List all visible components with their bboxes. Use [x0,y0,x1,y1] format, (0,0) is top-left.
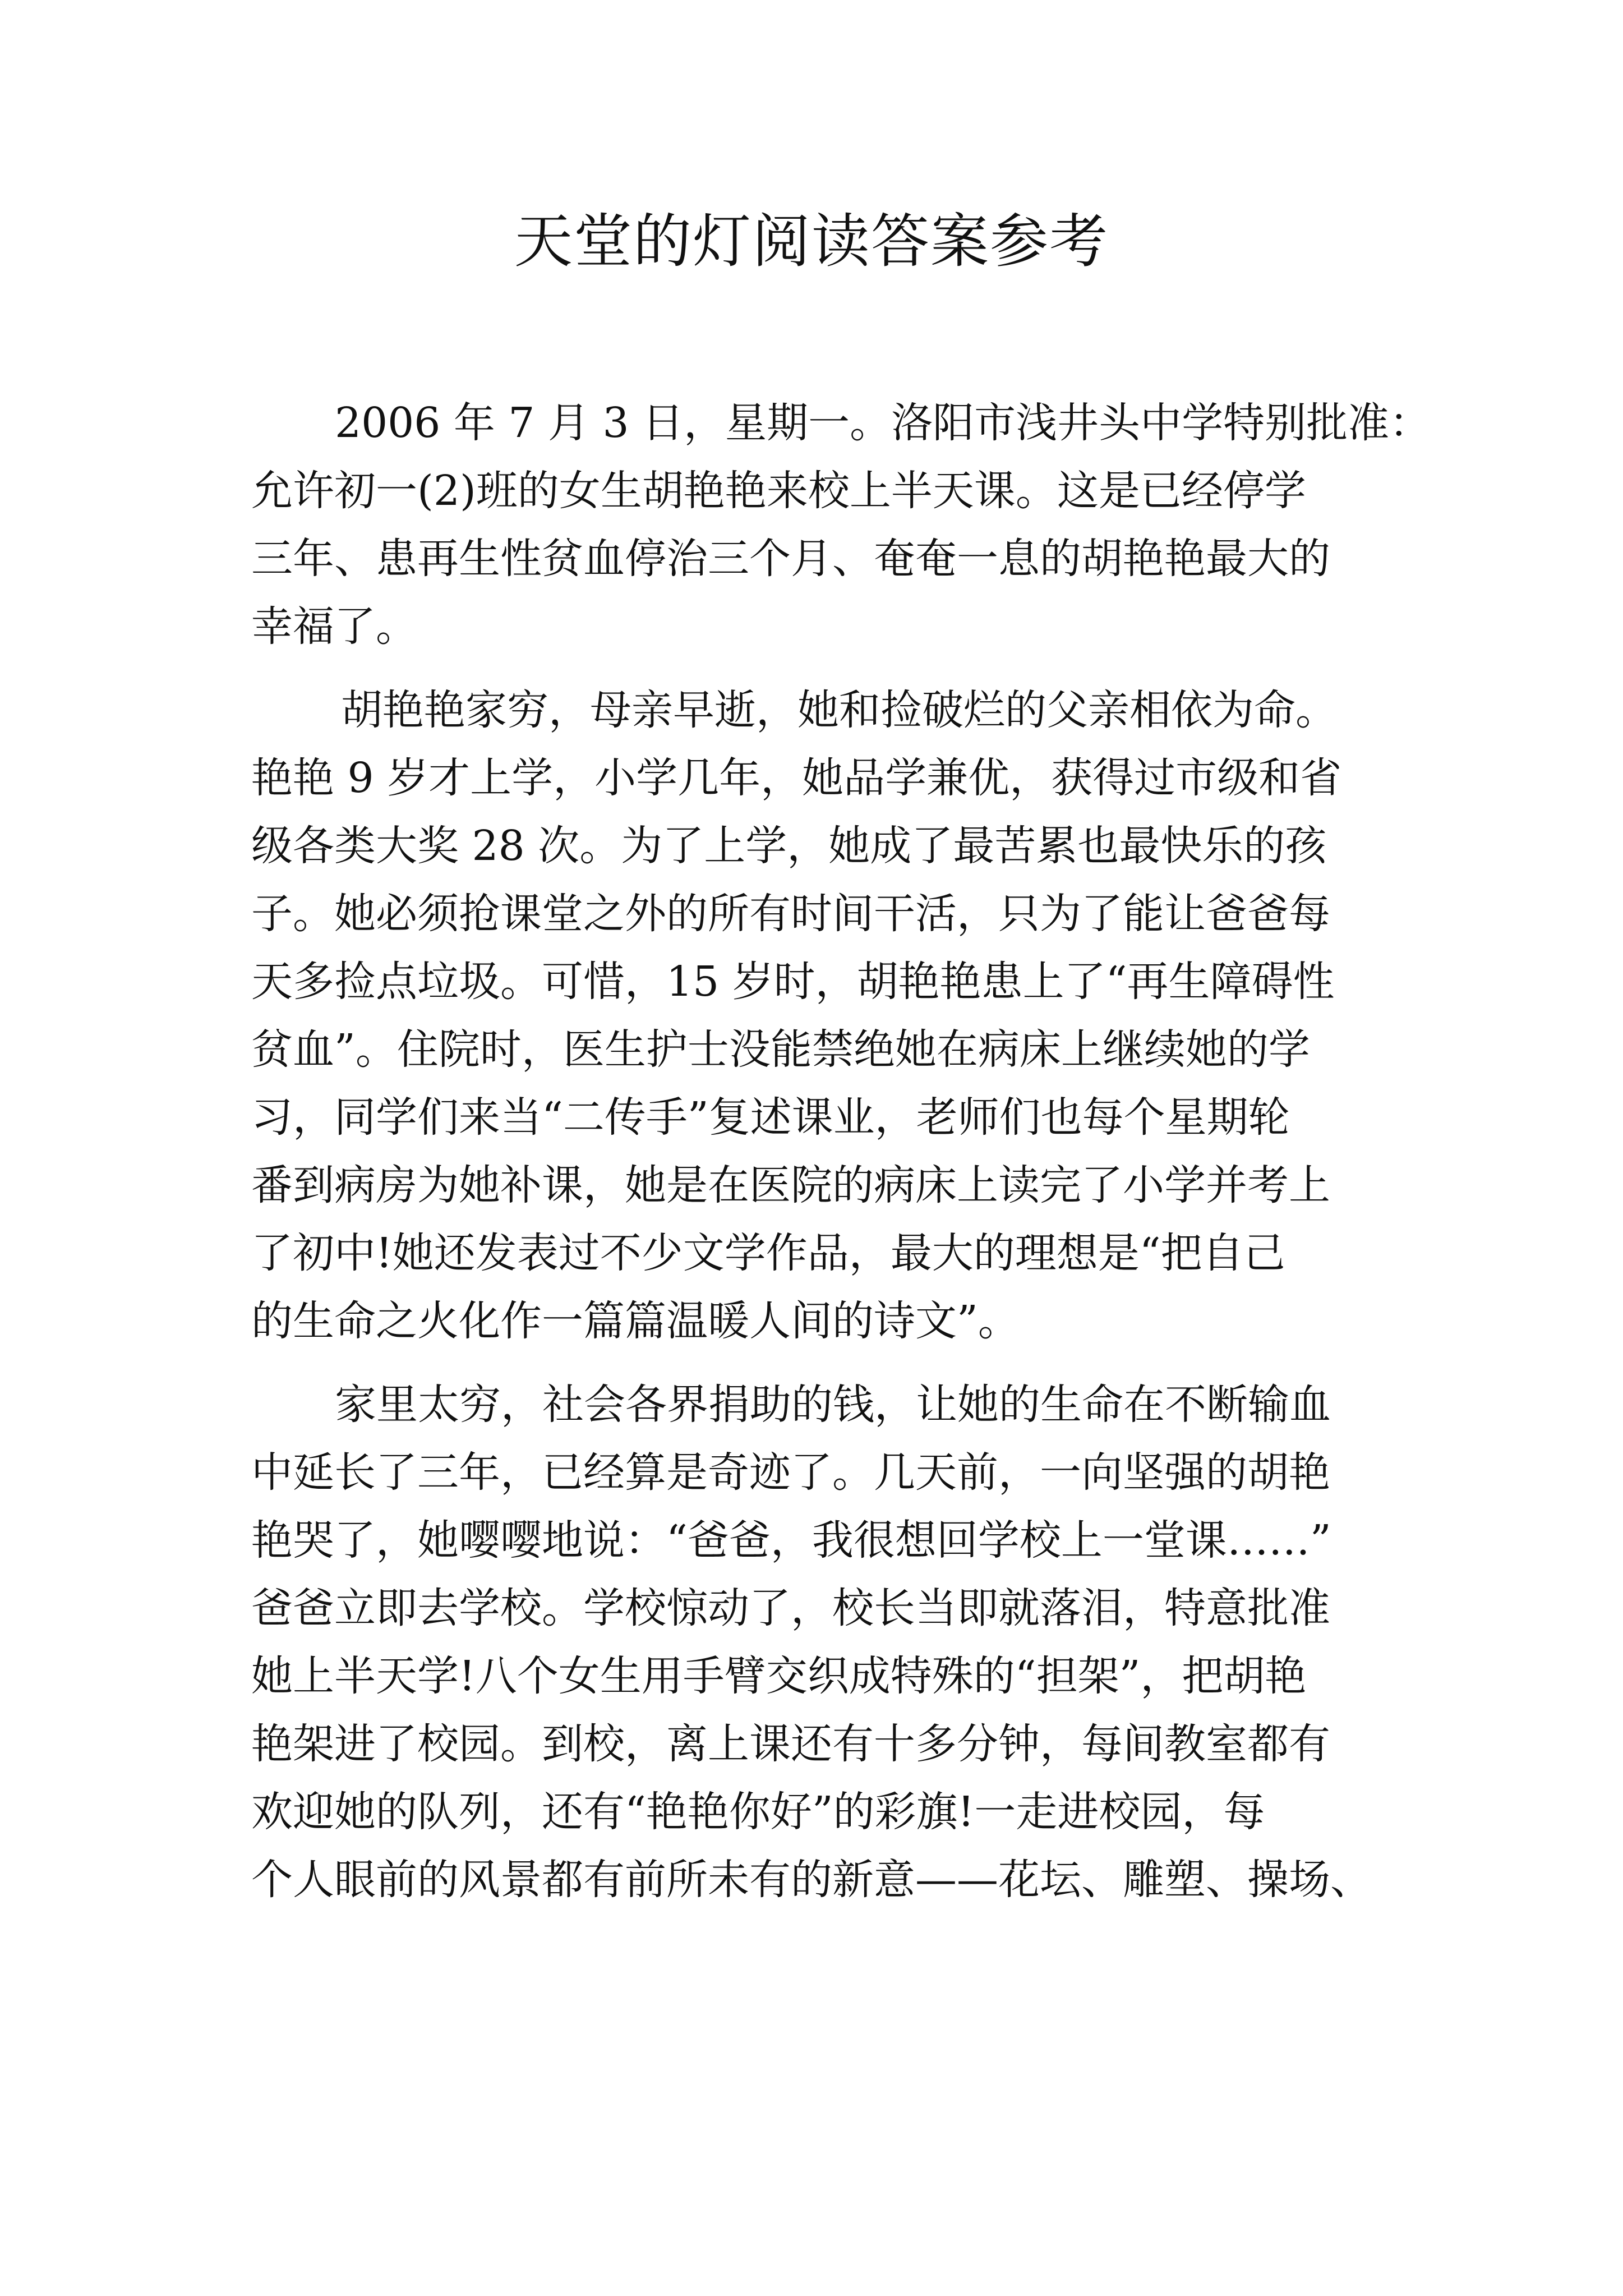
text-line-content: 2006 年 7 月 3 日，星期一。洛阳市浅井头中学特别批准： [335,399,1431,447]
text-line-content: 艳艳 9 岁才上学，小学几年，她品学兼优，获得过市级和省 [251,754,1342,802]
text-line-content: 中延长了三年，已经算是奇迹了。几天前，一向坚强的胡艳 [251,1448,1330,1497]
text-line-content: 子。她必须抢课堂之外的所有时间干活，只为了能让爸爸每 [251,890,1330,938]
document-title: 天堂的灯阅读答案参考 [514,207,1109,275]
text-line-content: 贫血”。住院时，医生护士没能禁绝她在病床上继续她的学 [251,1025,1310,1074]
text-line-content: 个人眼前的风景都有前所未有的新意——花坛、雕塑、操场、 [251,1856,1372,1904]
text-line-content: 三年、患再生性贫血停治三个月、奄奄一息的胡艳艳最大的 [251,535,1330,583]
text-line-content: 允许初一(2)班的女生胡艳艳来校上半天课。这是已经停学 [251,467,1306,515]
text-line-content: 的生命之火化作一篇篇温暖人间的诗文”。 [251,1297,1020,1345]
text-line-content: 级各类大奖 28 次。为了上学，她成了最苦累也最快乐的孩 [251,822,1327,870]
text-line-content: 了初中!她还发表过不少文学作品，最大的理想是“把自己 [251,1229,1285,1277]
text-line-content: 天多捡点垃圾。可惜，15 岁时，胡艳艳患上了“再生障碍性 [251,958,1335,1006]
text-line-content: 艳哭了，她嘤嘤地说：“爸爸，我很想回学校上一堂课……” [251,1516,1331,1565]
text-line-content: 番到病房为她补课，她是在医院的病床上读完了小学并考上 [251,1161,1330,1209]
text-line-content: 欢迎她的队列，还有“艳艳你好”的彩旗!一走进校园，每 [251,1788,1265,1836]
text-line-content: 幸福了。 [251,602,417,651]
text-line-content: 胡艳艳家穷，母亲早逝，她和捡破烂的父亲相依为命。 [341,686,1337,734]
text-line-content: 家里太穷，社会各界捐助的钱，让她的生命在不断输血 [335,1381,1331,1429]
text-line-content: 她上半天学!八个女生用手臂交织成特殊的“担架”，把胡艳 [251,1652,1307,1700]
text-line-content: 爸爸立即去学校。学校惊动了，校长当即就落泪，特意批准 [251,1584,1330,1632]
text-line-content: 习，同学们来当“二传手”复述课业，老师们也每个星期轮 [251,1093,1290,1142]
text-line-content: 艳架进了校园。到校，离上课还有十多分钟，每间教室都有 [251,1720,1330,1768]
